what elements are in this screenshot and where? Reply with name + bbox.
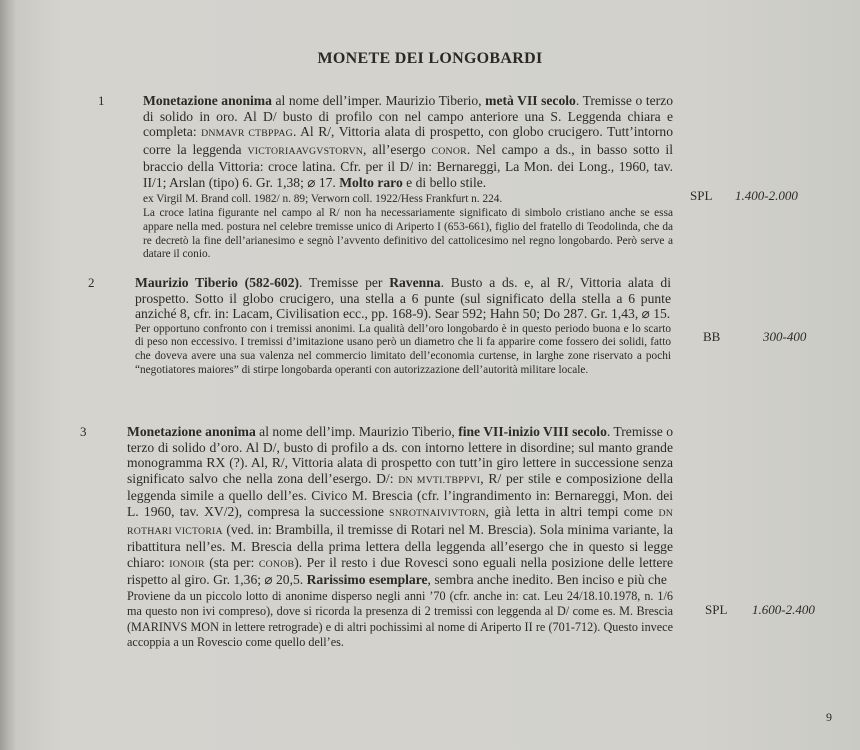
emphasis: Monetazione anonima (143, 93, 272, 108)
legend-inscription: CONOB (258, 558, 295, 570)
lot-1-main-text: Monetazione anonima al nome dell’imper. Maurizio Tiberio, metà VII secolo. Tremisse o terzo di solido in oro. Al D/ busto di profilo con nel campo anteriore una S. Leggenda chiara e completa: DNMAVR CTBPPAG. Al R/, Vittoria alata di prospetto, con globo crucigero. Tutt’intorno corre la leggenda VICTORIAAVGVSTORVN, all’esergo CONOR. Nel campo a ds., in basso sotto il braccio della Vittoria: croce latina. Cfr. per il D/ in: Bernareggi, La Mon. dei Long., 1960, tav. II/1; Arslan (tipo) 6. Gr. 1,38; ⌀ 17. Molto raro e di bello stile. (143, 93, 674, 190)
lot-3-description (127, 424, 673, 651)
lot-2-number: 2 (88, 275, 95, 290)
lot-1-grade: SPL (690, 188, 713, 203)
legend-inscription: DN ROTHARI VICTORIA (127, 507, 673, 537)
lot-2-main-text: Maurizio Tiberio (582-602). Tremisse per Ravenna. Busto a ds. e, al R/, Vittoria alata di prospetto. Sotto il globo crucigero, una stella a 6 punte (sul significato della stella a 6 punte anziché 8, cfr. in: Lacam, Civilisation ecc., pp. 168-9). Sear 592; Hahn 50; Do 287. Gr. 1,43, ⌀ 15. (135, 275, 671, 322)
legend-inscription: DNMAVR CTBPPAG (201, 128, 293, 140)
legend-inscription: CONOR (431, 145, 467, 157)
emphasis: Ravenna (389, 275, 441, 290)
lot-3-grade: SPL (705, 602, 728, 617)
page-number: 9 (826, 710, 832, 724)
emphasis: Monetazione anonima (127, 424, 256, 439)
lot-3-main-text: Monetazione anonima al nome dell’imp. Maurizio Tiberio, fine VII-inizio VIII secolo. Tremisse o terzo di solido d’oro. Al D/, busto di profilo a ds. con intorno lettere in disordine; sul manto grande monogramma RX (?). Al, R/, Vittoria alata di prospetto con tutt’in giro lettere in successione senza significato salvo che nella zona dell’esergo. D/: DN MVTI.TBPPVI, R/ per stile e composizione della leggenda simile a quello dell’es. Civico M. Brescia (cfr. l’ingrandimento in: Bernareggi, Mon. dei L. 1960, tav. XV/2), compresa la successione SNROTNAIVIVTORN, già letta in altri tempi come DN ROTHARI VICTORIA (ved. in: Brambilla, il tremisse di Rotari nel M. Brescia). Sola minima variante, la ribattitura nell’es. M. Brescia della prima lettera della leggenda all’esergo che in questo si legge chiaro: IONOIR (sta per: CONOB). Per il resto i due Rovesci sono eguali nella posizione delle lettere rispetto al giro. Gr. 1,36; ⌀ 20,5. Rarissimo esemplare, sembra anche inedito. Ben inciso e più che (127, 424, 674, 588)
lot-1-provenance: ex Virgil M. Brand coll. 1982/ n. 89; Verworn coll. 1922/Hess Frankfurt n. 224. (143, 192, 503, 205)
emphasis: Rarissimo esemplare (306, 572, 428, 588)
lot-2-note: Per opportuno confronto con i tremissi anonimi. La qualità dell’oro longobardo è in questo periodo buona e lo scarto di peso non eccessivo. I tremissi d’imitazione usano però un diametro che li fa apparire come fossero dei solidi, fatto che doveva avere una sua valenza nel commercio limitato dell’economia curtense, in larghe zone riservato a pochi “negotiatores maiores” di stirpe longobarda operanti con autorizzazione dell’autorità militare locale. (135, 322, 671, 376)
lot-1-estimate: 1.400-2.000 (735, 188, 798, 203)
emphasis: metà VII secolo (485, 93, 576, 108)
emphasis: fine VII-inizio VIII secolo (458, 424, 607, 439)
lot-1-description (143, 93, 673, 262)
legend-inscription: DN MVTI.TBPPVI (398, 474, 481, 486)
page-binding-shadow (0, 0, 16, 750)
emphasis: Maurizio Tiberio (582-602) (135, 275, 300, 290)
lot-3-note: Proviene da un piccolo lotto di anonime disperso negli anni ’70 (cfr. anche in: cat. Leu 24/18.10.1978, n. 1/6 ma questo non ivi compreso), dove si ricorda la presenza di 2 tremissi con leggenda al D/ come es. M. Brescia (MARINVS MON in lettere retrograde) e di altri pochissimi al nome di Ariperto II re (701-712). Questo invece accoppia a un Rovescio come quello dell’es. (127, 588, 673, 650)
lot-1-number: 1 (98, 93, 105, 108)
legend-inscription: VICTORIAAVGVSTORVN (247, 145, 363, 157)
lot-2-description (135, 275, 671, 378)
lot-3-number: 3 (80, 424, 87, 439)
legend-inscription: IONOIR (169, 558, 205, 570)
emphasis: Molto raro (339, 174, 403, 190)
lot-2-estimate: 300-400 (763, 329, 807, 344)
legend-inscription: SNROTNAIVIVTORN (389, 507, 486, 519)
lot-2-grade: BB (703, 329, 721, 344)
lot-3-estimate: 1.600-2.400 (752, 602, 815, 617)
page-title: MONETE DEI LONGOBARDI (317, 50, 543, 67)
lot-1-note: La croce latina figurante nel campo al R/ non ha necessariamente significato di simbolo cristiano anche se essa appare nella med. postura nel celebre tremisse unico di Ariperto I (653-661), figlio del fratello di Teodolinda, che da re decretò la fine dell’arianesimo e segnò l’avvento definitivo del cattolicesimo nel regno longobardo. Però serve a datare il conio. (143, 207, 673, 261)
